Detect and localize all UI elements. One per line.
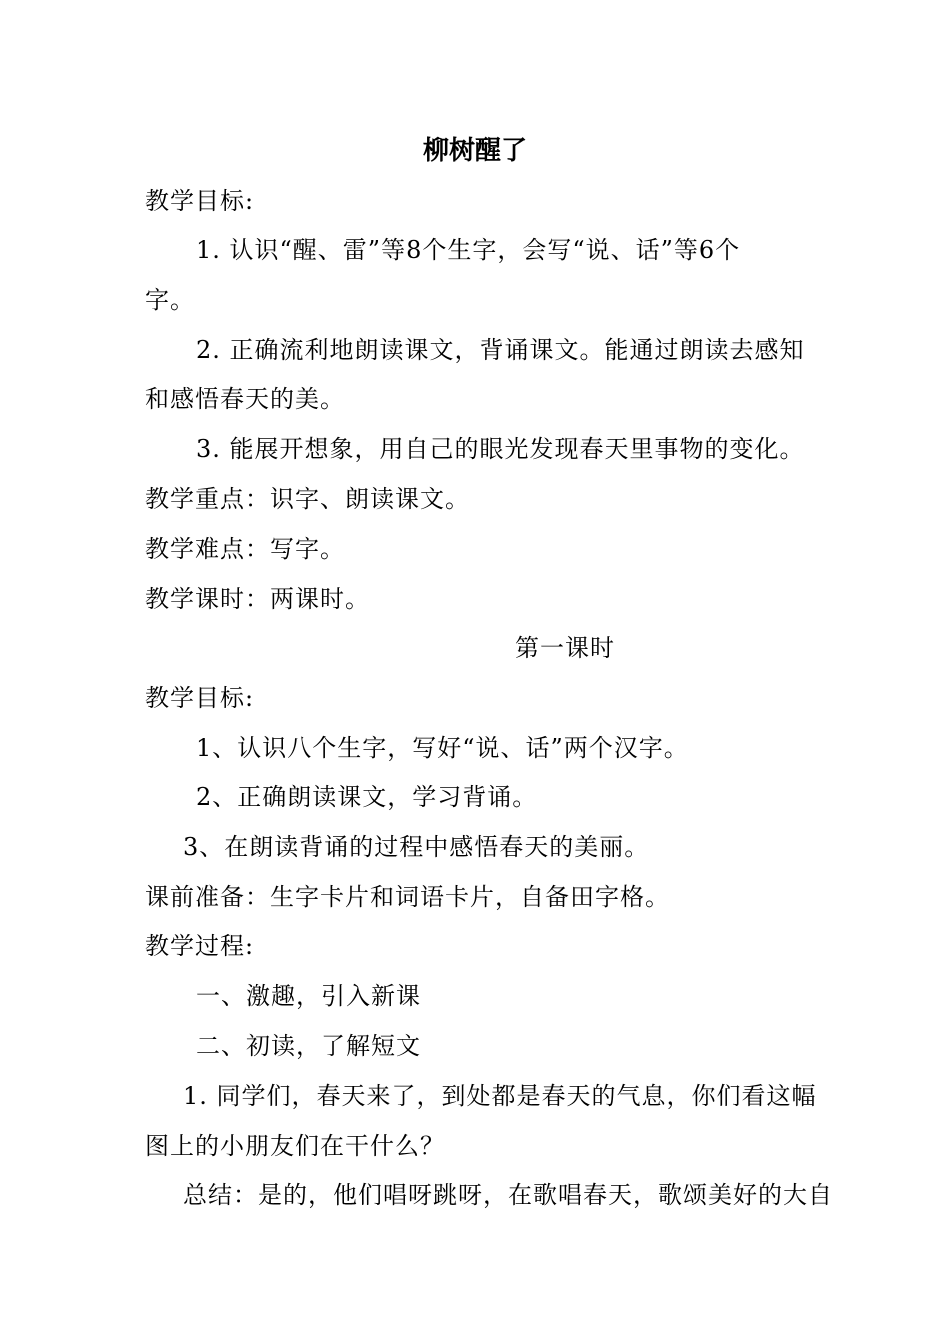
- objective-item-2: 2. 正确流利地朗读课文，背诵课文。能通过朗读去感知: [196, 336, 805, 364]
- process-question-1: 1. 同学们，春天来了，到处都是春天的气息，你们看这幅: [183, 1082, 817, 1110]
- class-hours: 教学课时：两课时。: [145, 585, 370, 613]
- objective-item-3: 3. 能展开想象，用自己的眼光发现春天里事物的变化。: [196, 435, 805, 463]
- key-points: 教学重点：识字、朗读课文。: [145, 485, 470, 513]
- objective-item-1: 1. 认识“醒、雷”等8个生字，会写“说、话”等6个: [196, 236, 741, 264]
- section-heading-objectives: 教学目标:: [145, 187, 255, 215]
- lesson-objective-1: 1、认识八个生字，写好“说、话”两个汉字。: [196, 734, 689, 762]
- preparation: 课前准备：生字卡片和词语卡片，自备田字格。: [145, 883, 670, 911]
- section-heading-objectives-2: 教学目标:: [145, 684, 255, 712]
- difficult-points: 教学难点：写字。: [145, 535, 345, 563]
- lesson-objective-2: 2、正确朗读课文，学习背诵。: [196, 783, 538, 811]
- lesson-objective-3: 3、在朗读背诵的过程中感悟春天的美丽。: [183, 833, 650, 861]
- process-step-2: 二、初读，了解短文: [196, 1032, 421, 1060]
- section-heading-process: 教学过程:: [145, 932, 255, 960]
- lesson-heading: 第一课时: [515, 634, 615, 662]
- summary-line: 总结：是的，他们唱呀跳呀，在歌唱春天，歌颂美好的大自: [183, 1181, 833, 1209]
- objective-item-1-cont: 字。: [145, 286, 195, 314]
- document-title: 柳树醒了: [422, 136, 527, 166]
- process-step-1: 一、激趣，引入新课: [196, 982, 421, 1010]
- objective-item-2-cont: 和感悟春天的美。: [145, 385, 345, 413]
- process-question-1-cont: 图上的小朋友们在干什么？: [145, 1132, 445, 1160]
